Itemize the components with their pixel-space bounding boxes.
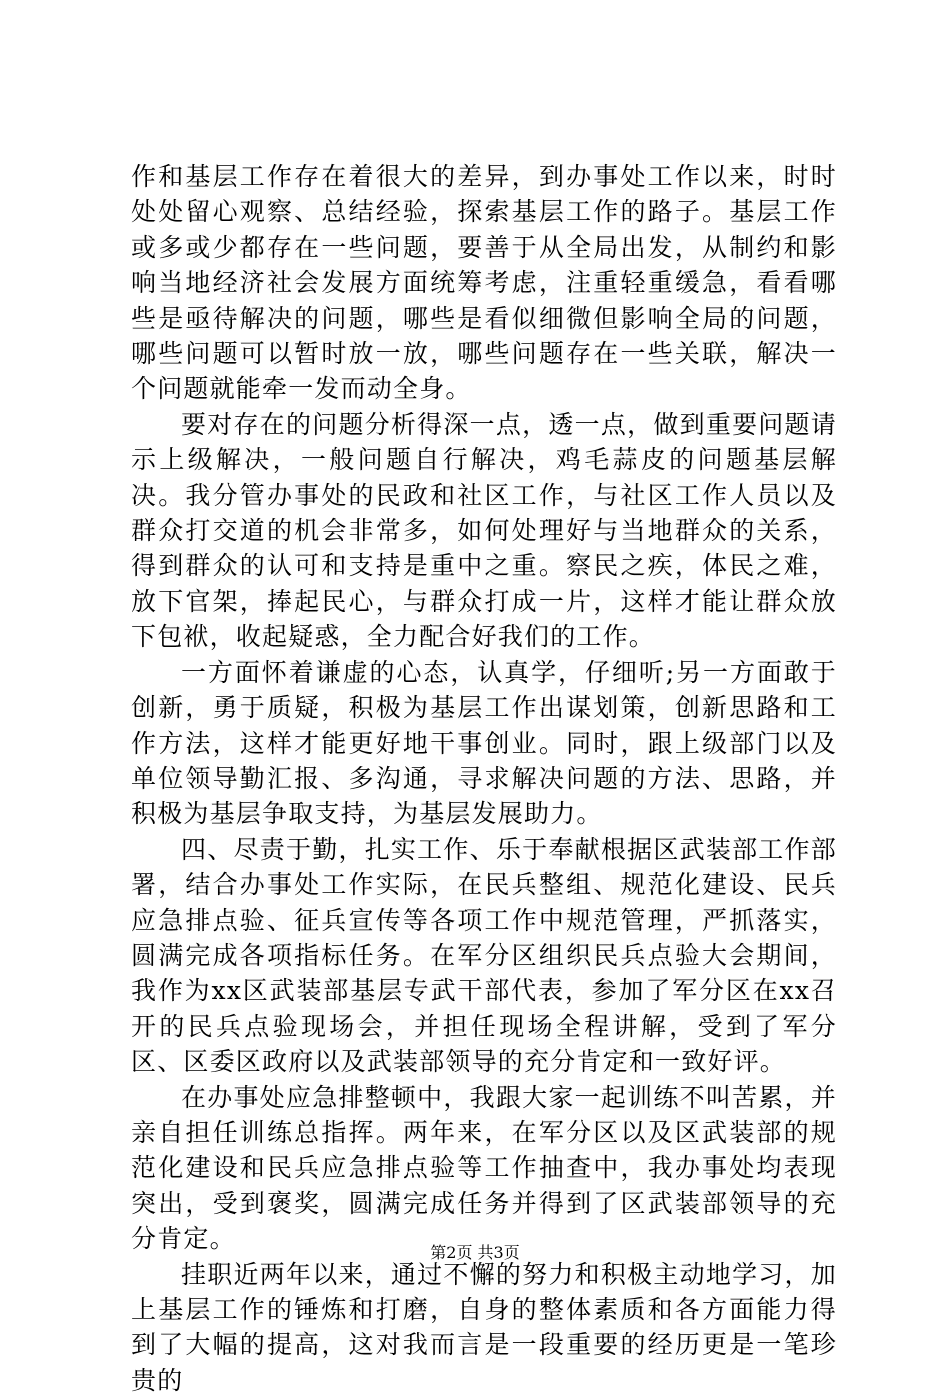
paragraph-3: 一方面怀着谦虚的心态，认真学，仔细听;另一方面敢于创新，勇于质疑，积极为基层工作出谋划策，创新思路和工作方法，这样才能更好地干事创业。同时，跟上级部门以及单位领导勤汇报、多沟通，寻求解决问题的方法、思路，并积极为基层争取支持，为基层发展助力。 [131, 657, 837, 829]
paragraph-1: 作和基层工作存在着很大的差异，到办事处工作以来，时时处处留心观察、总结经验，探索基层工作的路子。基层工作或多或少都存在一些问题，要善于从全局出发，从制约和影响当地经济社会发展方面统筹考虑，注重轻重缓急，看看哪些是亟待解决的问题，哪些是看似细微但影响全局的问题，哪些问题可以暂时放一放，哪些问题存在一些关联，解决一个问题就能牵一发而动全身。 [131, 162, 837, 404]
paragraph-6: 挂职近两年以来，通过不懈的努力和积极主动地学习，加上基层工作的锤炼和打磨，自身的整体素质和各方面能力得到了大幅的提高，这对我而言是一段重要的经历更是一笔珍贵的 [131, 1259, 837, 1395]
page-number-label: 第2页 共3页 [430, 1243, 520, 1262]
paragraph-2: 要对存在的问题分析得深一点，透一点，做到重要问题请示上级解决，一般问题自行解决，鸡毛蒜皮的问题基层解决。我分管办事处的民政和社区工作，与社区工作人员以及群众打交道的机会非常多，如何处理好与当地群众的关系，得到群众的认可和支持是重中之重。察民之疾，体民之难，放下官架，捧起民心，与群众打成一片，这样才能让群众放下包袱，收起疑惑，全力配合好我们的工作。 [131, 409, 837, 652]
page-footer [0, 1243, 950, 1263]
paragraph-5: 在办事处应急排整顿中，我跟大家一起训练不叫苦累，并亲自担任训练总指挥。两年来，在军分区以及区武装部的规范化建设和民兵应急排点验等工作抽查中，我办事处均表现突出，受到褒奖，圆满完成任务并得到了区武装部领导的充分肯定。 [131, 1082, 837, 1254]
body-text [131, 159, 837, 1398]
paragraph-4: 四、尽责于勤，扎实工作、乐于奉献根据区武装部工作部署，结合办事处工作实际，在民兵整组、规范化建设、民兵应急排点验、征兵宣传等各项工作中规范管理，严抓落实，圆满完成各项指标任务。在军分区组织民兵点验大会期间，我作为xx区武装部基层专武干部代表，参加了军分区在xx召开的民兵点验现场会，并担任现场全程讲解，受到了军分区、区委区政府以及武装部领导的充分肯定和一致好评。 [131, 834, 837, 1077]
